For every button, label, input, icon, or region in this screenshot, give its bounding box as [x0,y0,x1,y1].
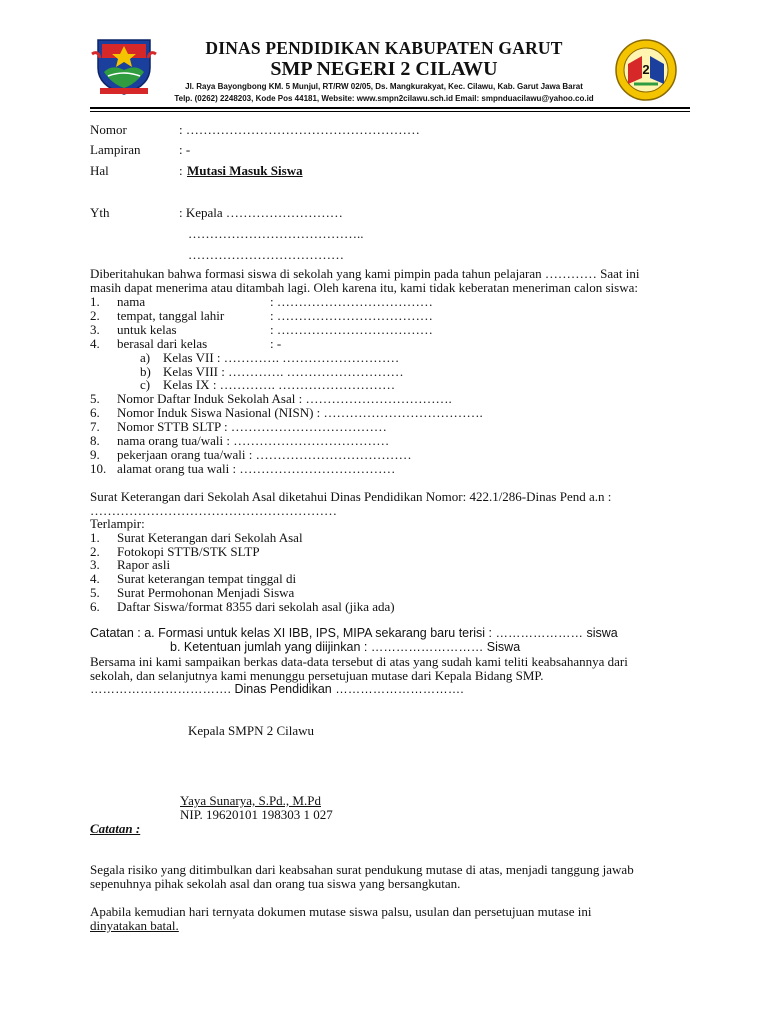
school-title: SMP NEGERI 2 CILAWU [270,58,498,80]
school-address: Jl. Raya Bayongbong KM. 5 Munjul, RT/RW 02/05, Ds. Mangkurakyat, Kec. Cilawu, Kab. Garut Jawa Barat [185,82,583,91]
yth-line2: ………………………………….. [188,226,364,241]
field-num: 4. [90,336,100,351]
catatan-note-b: b. Ketentuan jumlah yang diijinkan : ……………………… Siswa [170,640,521,654]
field-text: pekerjaan orang tua/wali : ……………………………… [117,447,412,462]
attachment-item: Rapor asli [117,557,171,572]
attachment-num: 2. [90,544,100,559]
attachment-num: 5. [90,585,100,600]
attachment-item: Surat keterangan tempat tinggal di [117,571,297,586]
keterangan-line1: Surat Keterangan dari Sekolah Asal diketahui Dinas Pendidikan Nomor: 422.1/286-Dinas Pend a.n : [90,489,612,504]
school-logo-number: 2 [642,62,650,77]
letterhead-rule-thin [90,111,690,112]
hal-label: Hal [90,163,109,178]
agency-title: DINAS PENDIDIKAN KABUPATEN GARUT [205,38,563,58]
field-text: alamat orang tua wali : ……………………………… [117,461,396,476]
signatory-title: Kepala SMPN 2 Cilawu [188,723,315,738]
field-value: : ……………………………… [270,322,433,337]
attachment-num: 4. [90,571,100,586]
catatan-note-a: Catatan : a. Formasi untuk kelas XI IBB, IPS, MIPA sekarang baru terisi : ………………… siswa [90,626,618,640]
field-label: berasal dari kelas [117,336,208,351]
hal-colon: : [179,163,183,178]
catatan-heading: Catatan : [90,821,141,836]
terlampir-heading: Terlampir: [90,516,145,531]
intro-line2: masih dapat menerima atau ditambah lagi. Oleh karena itu, kami tidak keberatan meneriman calon siswa: [90,280,638,295]
subclass-letter: b) [140,364,151,379]
field-num: 6. [90,405,100,420]
subclass-letter: c) [140,377,151,392]
subclass-letter: a) [140,350,151,365]
field-num: 10. [90,461,107,476]
field-text: Nomor Induk Siswa Nasional (NISN) : ………………………………. [117,405,483,420]
field-num: 8. [90,433,100,448]
field-text: nama orang tua/wali : ……………………………… [117,433,390,448]
field-num: 3. [90,322,100,337]
field-text: Nomor STTB SLTP : ……………………………… [117,419,387,434]
attachment-num: 6. [90,599,100,614]
signatory-nip: NIP. 19620101 198303 1 027 [180,807,333,822]
field-num: 7. [90,419,100,434]
field-text: Nomor Daftar Induk Sekolah Asal : ……………………………. [117,391,452,406]
subclass-text: Kelas VII : …………. ……………………… [163,350,400,365]
attachment-num: 3. [90,557,100,572]
attachment-item: Fotokopi STTB/STK SLTP [117,544,260,559]
footer-p1-line2: sepenuhnya pihak sekolah asal dan orang tua siswa yang bersangkutan. [90,876,461,891]
hal-value: Mutasi Masuk Siswa [187,163,303,178]
footer-p2-line1: Apabila kemudian hari ternyata dokumen mutase siswa palsu, usulan dan persetujuan mutase ini [90,904,592,919]
attachment-item: Daftar Siswa/format 8355 dari sekolah asal (jika ada) [117,599,395,614]
attachment-item: Surat Keterangan dari Sekolah Asal [117,530,303,545]
keterangan-line2: ………………………………………………… [90,503,337,518]
field-label: untuk kelas [117,322,177,337]
field-value: : ……………………………… [270,308,433,323]
field-num: 9. [90,447,100,462]
field-value: : - [270,336,282,351]
field-num: 5. [90,391,100,406]
field-value: : ……………………………… [270,294,433,309]
school-contact: Telp. (0262) 2248203, Kode Pos 44181, Website: www.smpn2cilawu.sch.id Email: smpnduacilawu@yahoo.co.id [174,94,594,103]
yth-value: : Kepala ……………………… [179,205,343,220]
closing-line1: Bersama ini kami sampaikan berkas data-data tersebut di atas yang sudah kami teliti keabsahannya dari [90,654,628,669]
closing-line2: sekolah, dan selanjutnya kami menunggu persetujuan mutase dari Kepala Bidang SMP. [90,668,544,683]
field-num: 2. [90,308,100,323]
letterhead-rule-thick [90,107,690,109]
yth-line3: ……………………………… [188,247,344,262]
nomor-value: : ……………………………………………… [179,122,420,137]
lampiran-value: : - [179,142,191,157]
subclass-text: Kelas VIII : …………. ……………………… [163,364,404,379]
intro-line1: Diberitahukan bahwa formasi siswa di sekolah yang kami pimpin pada tahun pelajaran ………… Saat ini [90,266,640,281]
closing-line3: ……………………………. Dinas Pendidikan …………………………. [90,682,464,696]
subclass-text: Kelas IX : …………. ……………………… [163,377,396,392]
footer-p2-line2: dinyatakan batal. [90,918,179,933]
signatory-name: Yaya Sunarya, S.Pd., M.Pd [180,793,321,808]
nomor-label: Nomor [90,122,127,137]
field-num: 1. [90,294,100,309]
attachment-item: Surat Permohonan Menjadi Siswa [117,585,295,600]
attachment-num: 1. [90,530,100,545]
field-label: nama [117,294,146,309]
yth-label: Yth [90,205,110,220]
lampiran-label: Lampiran [90,142,141,157]
field-label: tempat, tanggal lahir [117,308,225,323]
footer-p1-line1: Segala risiko yang ditimbulkan dari keabsahan surat pendukung mutase di atas, menjadi tanggung jawab [90,862,634,877]
